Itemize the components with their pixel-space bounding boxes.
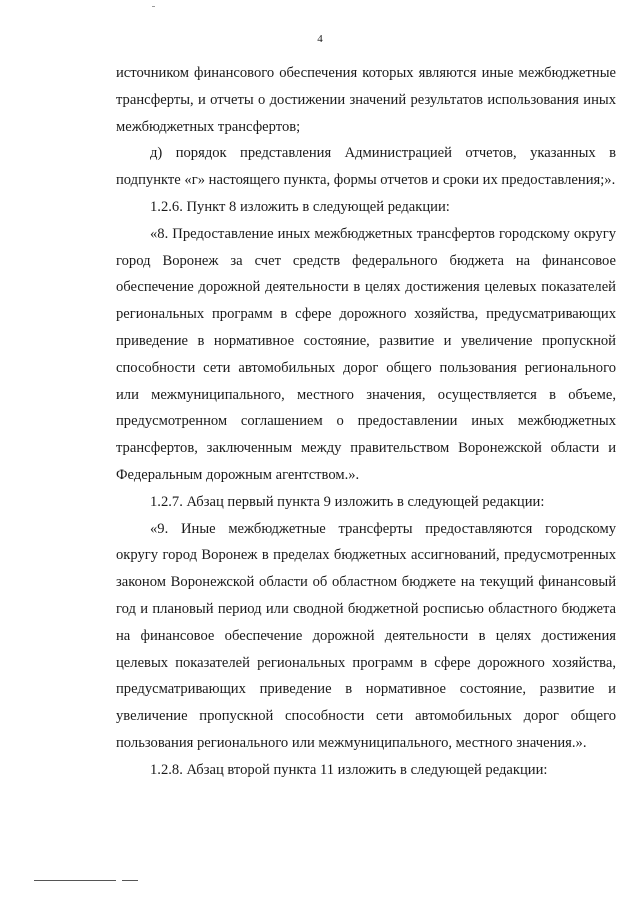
- scan-mark: [152, 6, 155, 7]
- footer-rule: [34, 880, 116, 881]
- paragraph-1-2-6: 1.2.6. Пункт 8 изложить в следующей редакции:: [150, 198, 450, 215]
- paragraph-continuation: источником финансового обеспечения которых являются иные межбюджетные трансферты, и отчеты о достижении значений результатов использования иных межбюджетных трансфертов;: [116, 65, 616, 135]
- document-body: [116, 60, 616, 784]
- paragraph-1-2-8: 1.2.8. Абзац второй пункта 11 изложить в следующей редакции:: [150, 761, 548, 778]
- footer-rule-short: [122, 880, 138, 881]
- paragraph-1-2-7: 1.2.7. Абзац первый пункта 9 изложить в следующей редакции:: [150, 493, 545, 510]
- page-number: 4: [317, 33, 323, 45]
- paragraph-point-9: «9. Иные межбюджетные трансферты предоставляются городскому округу город Воронеж в пределах бюджетных ассигнований, предусмотренных законом Воронежской области об областном бюджете на текущий финансовый год и плановый период или сводной бюджетной росписью областного бюджета на финансовое обеспечение дорожной деятельности в целях достижения целевых показателей региональных программ в сфере дорожного хозяйства, предусматривающих приведение в нормативное состояние, развитие и увеличение пропускной способности сети автомобильных дорог общего пользования регионального или межмуниципального, местного значения.».: [116, 520, 616, 751]
- paragraph-subitem-d: д) порядок представления Администрацией отчетов, указанных в подпункте «г» настоящего пункта, формы отчетов и сроки их предоставления;».: [116, 145, 616, 189]
- paragraph-point-8: «8. Предоставление иных межбюджетных трансфертов городскому округу город Воронеж за счет средств федерального бюджета на финансовое обеспечение дорожной деятельности в целях достижения целевых показателей региональных программ в сфере дорожного хозяйства, предусматривающих приведение в нормативное состояние, развитие и увеличение пропускной способности сети автомобильных дорог общего пользования регионального или межмуниципального, местного значения, осуществляется в объеме, предусмотренном соглашением о предоставлении иных межбюджетных трансфертов, заключенным между правительством Воронежской области и Федеральным дорожным агентством.».: [116, 225, 616, 483]
